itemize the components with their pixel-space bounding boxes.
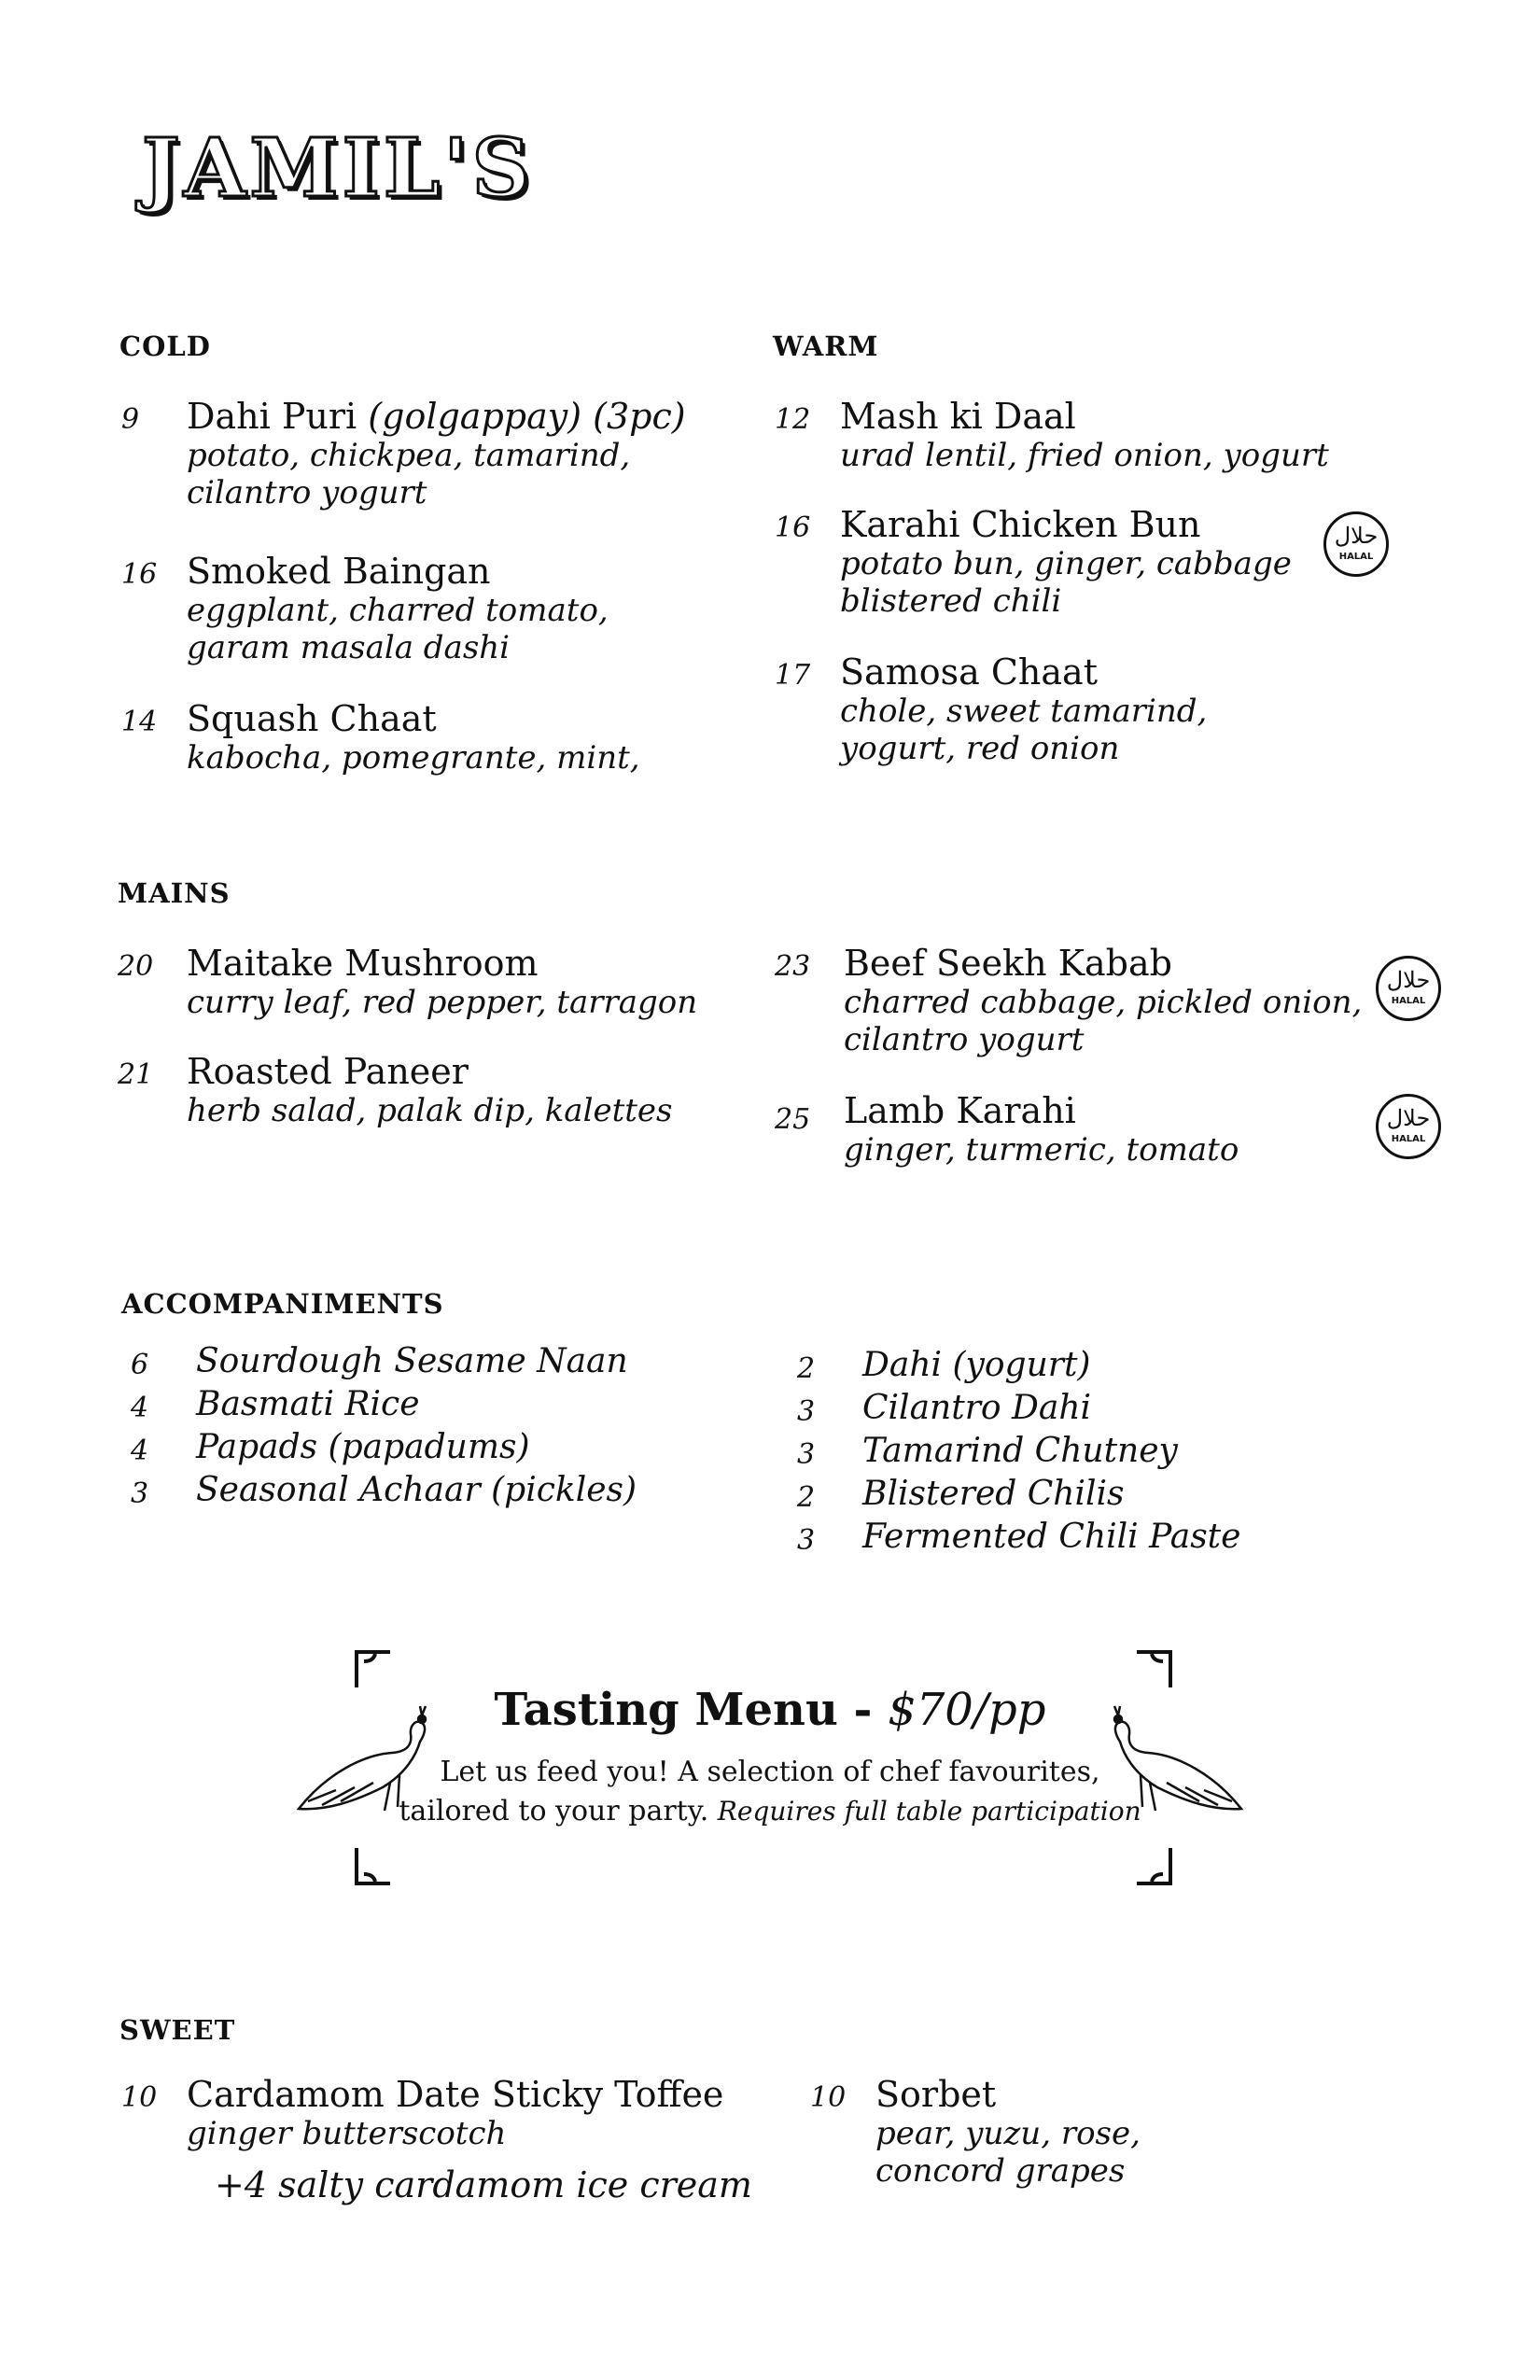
item-name: Squash Chaat [187,698,437,739]
accompaniments-right-list [797,1346,1394,1561]
corner-ornament-icon [1137,1652,1170,1687]
item-price: 6 [131,1349,149,1381]
corner-ornament-icon [357,1848,390,1883]
item-desc: ginger, turmeric, tomato [844,1131,1239,1169]
halal-arabic: حلال [1386,967,1431,993]
item-price: 4 [131,1435,149,1467]
item-name: Roasted Paneer [187,1051,469,1092]
item-name: Blistered Chilis [862,1475,1125,1513]
item-name: Lamb Karahi [844,1090,1076,1131]
item-name: Maitake Mushroom [187,943,539,984]
halal-badge [1376,1094,1441,1159]
item-desc: potato bun, ginger, cabbage [840,545,1292,582]
item-price: 16 [121,558,158,591]
item-name: Sorbet [875,2074,997,2115]
menu-item [121,396,700,511]
item-price: 3 [797,1524,816,1557]
item-desc: cilantro yogurt [844,1021,1085,1058]
item-desc: curry leaf, red pepper, tarragon [187,984,698,1021]
item-price: 16 [775,511,811,544]
item-price: 21 [118,1058,154,1091]
menu-item [121,551,700,666]
tasting-requirement: Requires full table participation [717,1796,1141,1827]
item-desc: pear, yuzu, rose, [875,2115,1141,2152]
section-heading-accompaniments: ACCOMPANIMENTS [121,1288,444,1320]
item-price: 14 [121,706,158,738]
item-aside: (golgappay) (3pc) [368,396,686,437]
list-item [797,1389,1394,1432]
tasting-title-text: Tasting Menu - [494,1684,873,1736]
item-desc: ginger butterscotch [187,2115,507,2152]
item-name: Tamarind Chutney [862,1432,1178,1470]
item-desc: cilantro yogurt [187,474,427,511]
item-price: 23 [775,950,811,983]
item-name: Fermented Chili Paste [862,1518,1241,1556]
item-desc: garam masala dashi [187,629,511,666]
item-price: 10 [810,2081,847,2114]
item-price: 25 [775,1103,811,1136]
list-item [797,1432,1394,1475]
tasting-description [373,1753,1167,1831]
section-heading-mains: MAINS [118,877,231,909]
halal-label: HALAL [1391,996,1426,1006]
menu-item [121,698,700,777]
corner-ornament-icon [357,1652,390,1687]
list-item [131,1428,728,1471]
item-price: 12 [775,403,811,436]
tasting-price: $70/pp [888,1684,1046,1736]
item-desc: concord grapes [875,2152,1126,2190]
item-desc: potato, chickpea, tamarind, [187,437,631,474]
item-price: 2 [797,1352,816,1385]
item-desc: blistered chili [840,582,1062,620]
item-name: Seasonal Achaar (pickles) [196,1471,637,1509]
accompaniments-left-list [131,1342,728,1514]
menu-item [775,396,1372,474]
item-name: Karahi Chicken Bun [840,504,1201,545]
item-name: Cilantro Dahi [862,1389,1092,1427]
item-desc: eggplant, charred tomato, [187,592,609,629]
halal-label: HALAL [1391,1134,1426,1144]
halal-badge [1323,511,1389,577]
halal-badge [1376,956,1441,1021]
menu-item [118,943,752,1021]
item-name: Mash ki Daal [840,396,1076,437]
item-desc: charred cabbage, pickled onion, [844,984,1363,1021]
item-price: 4 [131,1392,149,1424]
item-price: 3 [797,1438,816,1471]
item-price: 10 [121,2081,158,2114]
item-price: 3 [797,1395,816,1428]
list-item [131,1385,728,1428]
item-desc: urad lentil, fried onion, yogurt [840,437,1329,474]
item-price: 20 [118,950,154,983]
item-desc: kabocha, pomegrante, mint, [187,739,640,777]
list-item [797,1346,1394,1389]
item-name: Samosa Chaat [840,651,1098,693]
item-price: 17 [775,659,811,692]
halal-arabic: حلال [1334,523,1379,549]
section-heading-sweet: SWEET [119,2014,236,2046]
item-name: Basmati Rice [196,1385,420,1423]
item-name: Cardamom Date Sticky Toffee [187,2074,724,2115]
list-item [797,1518,1394,1561]
list-item [797,1475,1394,1518]
item-price: 9 [121,403,140,436]
item-name: Sourdough Sesame Naan [196,1342,628,1380]
menu-item [121,2074,775,2206]
menu-item [118,1051,752,1129]
item-price: 2 [797,1481,816,1514]
menu-item [775,1090,1372,1169]
menu-item [775,651,1372,767]
item-name: Dahi (yogurt) [862,1346,1091,1384]
halal-arabic: حلال [1386,1105,1431,1131]
brand-logo: JAMIL'S [142,121,534,216]
menu-item [775,504,1316,620]
item-name: Papads (papadums) [196,1428,530,1466]
list-item [131,1342,728,1385]
halal-label: HALAL [1338,552,1374,562]
item-desc: herb salad, palak dip, kalettes [187,1092,673,1129]
item-name: Dahi Puri [187,396,357,437]
tasting-line-2: tailored to your party. [399,1795,709,1827]
item-name: Smoked Baingan [187,551,491,592]
menu-item [775,943,1372,1058]
item-desc: yogurt, red onion [840,730,1120,767]
tasting-menu-title [392,1684,1148,1736]
section-heading-warm: WARM [773,330,879,362]
item-desc: chole, sweet tamarind, [840,693,1208,730]
item-price: 3 [131,1477,149,1510]
item-name: Beef Seekh Kabab [844,943,1172,984]
corner-ornament-icon [1137,1848,1170,1883]
list-item [131,1471,728,1514]
tasting-line-1: Let us feed you! A selection of chef favourites, [440,1756,1100,1788]
section-heading-cold: COLD [119,330,211,362]
menu-item [810,2074,1333,2190]
item-addon: +4 salty cardamom ice cream [215,2164,752,2205]
